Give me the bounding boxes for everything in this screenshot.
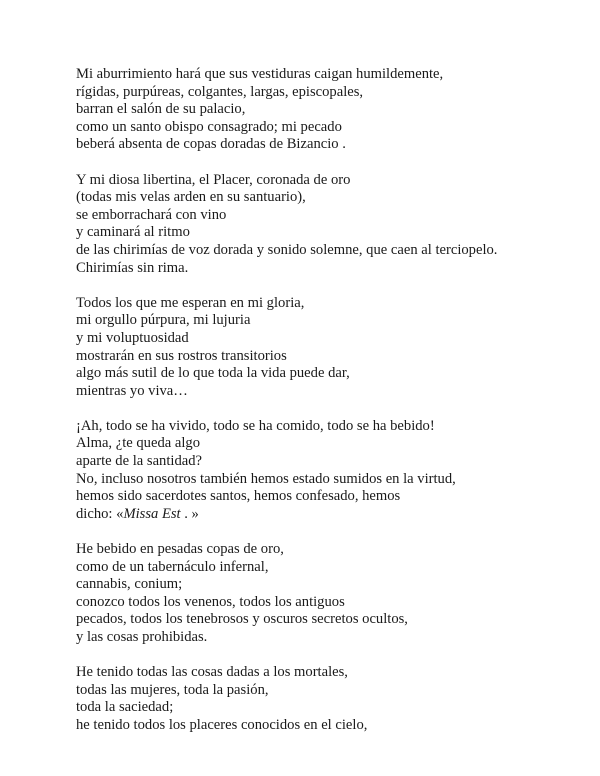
poem-line: se emborrachará con vino xyxy=(76,206,227,223)
stanza-4 xyxy=(76,418,576,524)
poem-line: mientras yo viva… xyxy=(76,382,188,399)
poem-line: hemos sido sacerdotes santos, hemos confesado, hemos xyxy=(76,488,401,505)
poem-line: Chirimías sin rima. xyxy=(76,259,189,276)
poem-line: como un santo obispo consagrado; mi pecado xyxy=(76,118,342,135)
poem-line: de las chirimías de voz dorada y sonido solemne, que caen al terciopelo. xyxy=(76,241,498,258)
stanza-6 xyxy=(76,664,576,734)
dicho-prefix: dicho: « xyxy=(76,505,124,522)
poem-line: he tenido todos los placeres conocidos en el cielo, xyxy=(76,716,368,733)
poem-line: y mi voluptuosidad xyxy=(76,329,189,346)
stanza-1 xyxy=(76,66,576,154)
poem-line: Mi aburrimiento hará que sus vestiduras caigan humildemente, xyxy=(76,66,444,82)
poem-line: aparte de la santidad? xyxy=(76,453,203,470)
stanza-5 xyxy=(76,541,576,647)
poem-line: He bebido en pesadas copas de oro, xyxy=(76,541,284,558)
poem-line: algo más sutil de lo que toda la vida puede dar, xyxy=(76,365,350,382)
poem-line: conozco todos los venenos, todos los antiguos xyxy=(76,593,345,610)
poem-line: cannabis, conium; xyxy=(76,576,183,593)
poem-line: Alma, ¿te queda algo xyxy=(76,435,200,452)
poem-body xyxy=(76,66,576,752)
poem-line: Todos los que me esperan en mi gloria, xyxy=(76,294,305,311)
poem-line: todas las mujeres, toda la pasión, xyxy=(76,681,269,698)
poem-line: como de un tabernáculo infernal, xyxy=(76,558,269,575)
dicho-suffix: . » xyxy=(180,505,199,522)
poem-line: y las cosas prohibidas. xyxy=(76,629,208,645)
poem-line: mostrarán en sus rostros transitorios xyxy=(76,347,287,364)
poem-line: barran el salón de su palacio, xyxy=(76,101,246,118)
poem-line: He tenido todas las cosas dadas a los mortales, xyxy=(76,664,348,681)
poem-line: (todas mis velas arden en su santuario), xyxy=(76,189,306,206)
poem-line: y caminará al ritmo xyxy=(76,224,190,241)
poem-line: No, incluso nosotros también hemos estado sumidos en la virtud, xyxy=(76,470,456,487)
poem-line: beberá absenta de copas doradas de Bizancio . xyxy=(76,136,346,153)
poem-line: ¡Ah, todo se ha vivido, todo se ha comido, todo se ha bebido! xyxy=(76,417,435,434)
poem-line-dicho xyxy=(76,506,576,524)
poem-line: toda la saciedad; xyxy=(76,699,174,716)
missa-est-italic: Missa Est xyxy=(123,505,181,522)
stanza-3 xyxy=(76,295,576,401)
poem-line: pecados, todos los tenebrosos y oscuros secretos ocultos, xyxy=(76,611,408,628)
poem-line: Y mi diosa libertina, el Placer, coronada de oro xyxy=(76,171,351,188)
poem-line: rígidas, purpúreas, colgantes, largas, episcopales, xyxy=(76,83,364,100)
poem-line: mi orgullo púrpura, mi lujuria xyxy=(76,312,251,329)
stanza-2 xyxy=(76,172,576,278)
